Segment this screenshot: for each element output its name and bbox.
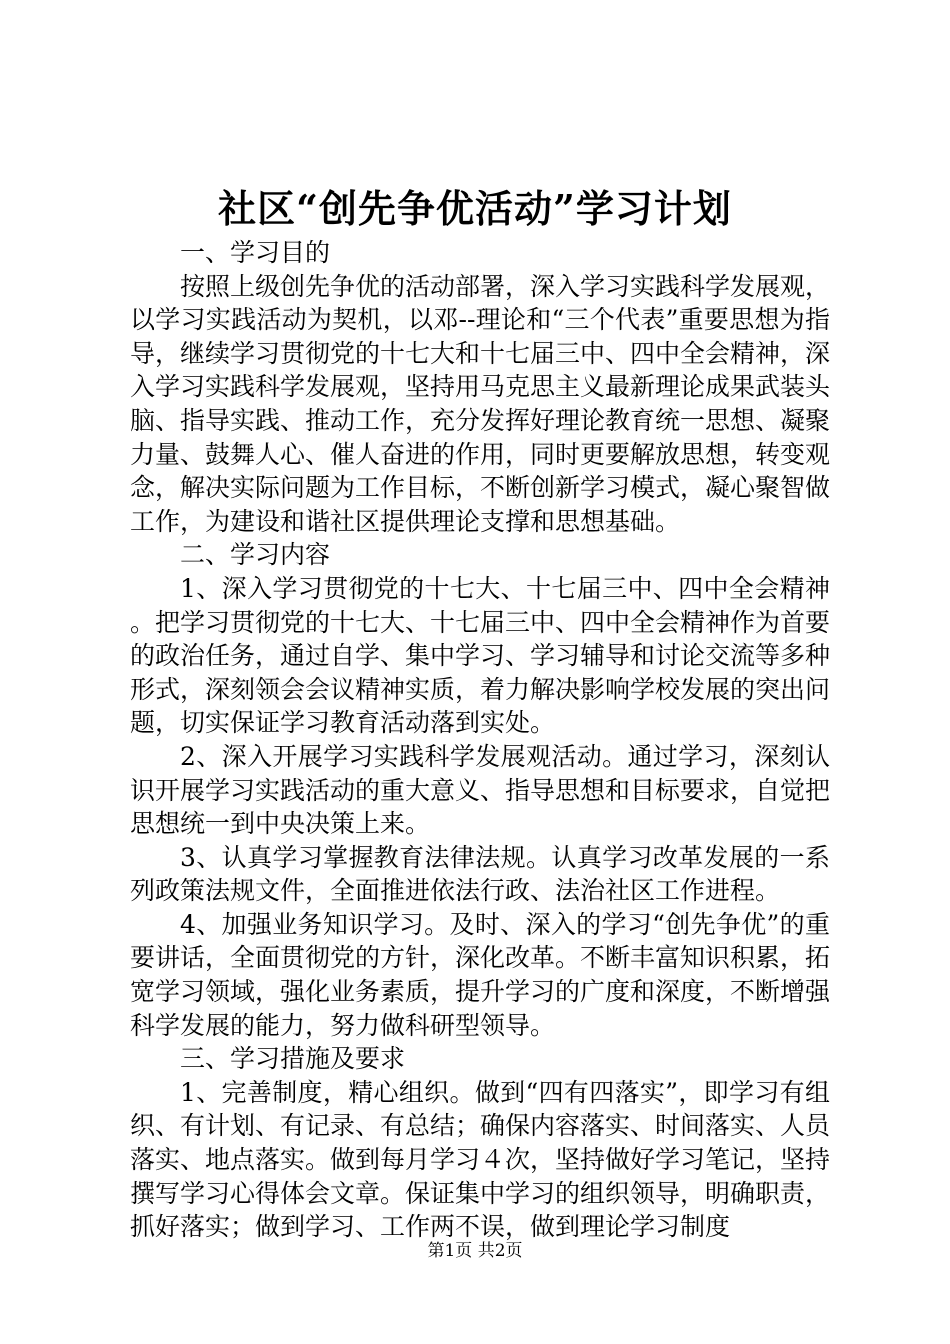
page-number-footer: 第1页 共2页 <box>427 1241 523 1261</box>
paragraph: 按照上级创先争优的活动部署，深入学习实践科学发展观，以学习实践活动为契机，以邓--理论和“三个代表”重要思想为指导，继续学习贯彻党的十七大和十七届三中、四中全会精神，深入学习实践科学发展观，坚持用马克思主义最新理论成果武装头脑、指导实践、推动工作，充分发挥好理论教育统一思想、凝聚力量、鼓舞人心、催人奋进的作用，同时更要解放思想，转变观念，解决实际问题为工作目标，不断创新学习模式，凝心聚智做工作，为建设和谐社区提供理论支撑和思想基础。 <box>130 271 831 536</box>
paragraph: 2、深入开展学习实践科学发展观活动。通过学习，深刻认识开展学习实践活动的重大意义、指导思想和目标要求，自觉把思想统一到中央决策上来。 <box>130 741 831 839</box>
paragraph: 4、加强业务知识学习。及时、深入的学习“创先争优”的重要讲话，全面贯彻党的方针，深化改革。不断丰富知识积累，拓宽学习领域，强化业务素质，提升学习的广度和深度，不断增强科学发展的能力，努力做科研型领导。 <box>130 909 831 1040</box>
document-title: 社区“创先争优活动”学习计划 <box>218 186 732 231</box>
paragraph: 1、完善制度，精心组织。做到“四有四落实”，即学习有组织、有计划、有记录、有总结；确保内容落实、时间落实、人员落实、地点落实。做到每月学习４次，坚持做好学习笔记，坚持撰写学习心得体会文章。保证集中学习的组织领导，明确职责，抓好落实；做到学习、工作两不误，做到理论学习制度 <box>130 1077 831 1242</box>
section-heading: 三、学习措施及要求 <box>180 1044 406 1074</box>
paragraph: 3、认真学习掌握教育法律法规。认真学习改革发展的一系列政策法规文件，全面推进依法行政、法治社区工作进程。 <box>130 842 830 906</box>
section-heading: 二、学习内容 <box>180 540 331 570</box>
paragraph: 1、深入学习贯彻党的十七大、十七届三中、四中全会精神。把学习贯彻党的十七大、十七届三中、四中全会精神作为首要的政治任务，通过自学、集中学习、学习辅导和讨论交流等多种形式，深刻领会会议精神实质，着力解决影响学校发展的突出问题，切实保证学习教育活动落到实处。 <box>130 573 831 738</box>
document-body <box>130 236 830 1244</box>
section-heading: 一、学习目的 <box>180 238 331 267</box>
